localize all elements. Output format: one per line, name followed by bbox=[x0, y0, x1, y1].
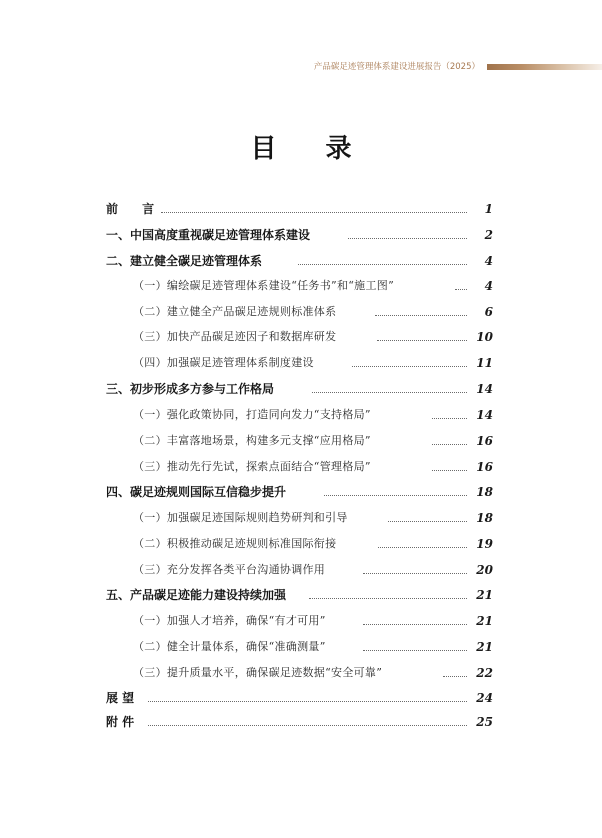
toc-leader-dots bbox=[348, 238, 467, 241]
toc-entry[interactable] bbox=[0, 378, 602, 400]
toc-entry[interactable] bbox=[0, 610, 602, 632]
toc-leader-dots bbox=[432, 444, 467, 447]
toc-entry-title: （三）加快产品碳足迹因子和数据库研发 bbox=[133, 330, 337, 343]
toc-entry-page: 19 bbox=[476, 537, 493, 551]
toc-entry[interactable] bbox=[0, 326, 602, 348]
toc-leader-dots bbox=[455, 289, 467, 292]
toc-leader-dots bbox=[378, 547, 467, 550]
toc-entry-title: 二、建立健全碳足迹管理体系 bbox=[106, 254, 263, 268]
toc-entry-page: 14 bbox=[476, 382, 493, 396]
toc-entry-page: 21 bbox=[476, 640, 493, 654]
toc-entry[interactable] bbox=[0, 662, 602, 684]
toc-entry-page: 22 bbox=[476, 666, 493, 680]
toc-entry-title: （一）加强碳足迹国际规则趋势研判和引导 bbox=[133, 511, 348, 524]
toc-entry-title: （二）丰富落地场景，构建多元支撑“应用格局” bbox=[133, 434, 371, 447]
toc-entry-page: 21 bbox=[476, 614, 493, 628]
toc-leader-dots bbox=[432, 418, 467, 421]
toc-entry-page: 4 bbox=[484, 279, 493, 293]
toc-entry[interactable] bbox=[0, 198, 602, 220]
toc-entry[interactable] bbox=[0, 456, 602, 478]
toc-entry[interactable] bbox=[0, 711, 602, 733]
toc-entry-page: 6 bbox=[484, 305, 493, 319]
toc-entry[interactable] bbox=[0, 481, 602, 503]
toc-leader-dots bbox=[432, 470, 467, 473]
toc-leader-dots bbox=[363, 650, 467, 653]
toc-entry-page: 11 bbox=[476, 356, 493, 370]
toc-entry[interactable] bbox=[0, 275, 602, 297]
toc-entry-title: 前 言 bbox=[106, 202, 165, 216]
toc-entry-title: （二）建立健全产品碳足迹规则标准体系 bbox=[133, 305, 337, 318]
toc-entry-page: 25 bbox=[476, 715, 493, 729]
toc-leader-dots bbox=[298, 264, 467, 267]
toc-leader-dots bbox=[312, 392, 467, 395]
header-title: 产品碳足迹管理体系建设进展报告（2025） bbox=[313, 62, 480, 72]
toc-entry-page: 24 bbox=[476, 691, 493, 705]
toc-entry-title: 五、产品碳足迹能力建设持续加强 bbox=[106, 588, 287, 602]
toc-entry-title: 三、初步形成多方参与工作格局 bbox=[106, 382, 275, 396]
toc-entry[interactable] bbox=[0, 404, 602, 426]
toc-entry-page: 14 bbox=[476, 408, 493, 422]
toc-entry[interactable] bbox=[0, 507, 602, 529]
toc-entry-page: 20 bbox=[476, 563, 493, 577]
toc-leader-dots bbox=[377, 340, 467, 343]
toc-leader-dots bbox=[352, 366, 467, 369]
toc-entry-title: 展 望 bbox=[106, 691, 135, 705]
toc-entry-page: 18 bbox=[476, 511, 493, 525]
toc-entry-title: （二）健全计量体系，确保“准确测量” bbox=[133, 640, 326, 653]
toc-entry[interactable] bbox=[0, 224, 602, 246]
toc-entry-page: 16 bbox=[476, 460, 493, 474]
toc-entry-title: （三）充分发挥各类平台沟通协调作用 bbox=[133, 563, 326, 576]
toc-leader-dots bbox=[443, 676, 467, 679]
toc-entry-page: 10 bbox=[476, 330, 493, 344]
toc-entry[interactable] bbox=[0, 430, 602, 452]
toc-entry-title: 四、碳足迹规则国际互信稳步提升 bbox=[106, 485, 287, 499]
toc-entry-title: （一）强化政策协同，打造同向发力“支持格局” bbox=[133, 408, 371, 421]
toc-entry[interactable] bbox=[0, 559, 602, 581]
toc-entry-title: 一、中国高度重视碳足迹管理体系建设 bbox=[106, 228, 311, 242]
toc-entry-title: （三）提升质量水平，确保碳足迹数据“安全可靠” bbox=[133, 666, 383, 679]
toc-entry-title: 附 件 bbox=[106, 715, 135, 729]
toc-leader-dots bbox=[148, 701, 467, 704]
table-of-contents bbox=[0, 198, 602, 758]
toc-entry[interactable] bbox=[0, 533, 602, 555]
toc-entry-page: 16 bbox=[476, 434, 493, 448]
toc-leader-dots bbox=[148, 725, 467, 728]
toc-leader-dots bbox=[309, 598, 467, 601]
toc-leader-dots bbox=[375, 315, 467, 318]
toc-entry[interactable] bbox=[0, 687, 602, 709]
toc-leader-dots bbox=[363, 573, 467, 576]
toc-entry[interactable] bbox=[0, 352, 602, 374]
toc-entry-page: 1 bbox=[484, 202, 493, 216]
toc-leader-dots bbox=[388, 521, 467, 524]
toc-leader-dots bbox=[161, 212, 467, 215]
running-header bbox=[0, 59, 602, 75]
toc-entry-page: 18 bbox=[476, 485, 493, 499]
toc-entry-page: 21 bbox=[476, 588, 493, 602]
header-accent-bar bbox=[487, 64, 602, 70]
toc-entry-title: （一）加强人才培养，确保“有才可用” bbox=[133, 614, 326, 627]
toc-leader-dots bbox=[324, 495, 467, 498]
toc-entry-title: （四）加强碳足迹管理体系制度建设 bbox=[133, 356, 314, 369]
toc-entry-page: 4 bbox=[484, 254, 493, 268]
toc-entry[interactable] bbox=[0, 584, 602, 606]
toc-entry[interactable] bbox=[0, 636, 602, 658]
toc-entry[interactable] bbox=[0, 301, 602, 323]
toc-leader-dots bbox=[363, 624, 467, 627]
page-title: 目 录 bbox=[250, 134, 372, 164]
toc-entry-title: （二）积极推动碳足迹规则标准国际衔接 bbox=[133, 537, 337, 550]
toc-entry[interactable] bbox=[0, 250, 602, 272]
toc-entry-title: （一）编绘碳足迹管理体系建设“任务书”和“施工图” bbox=[133, 279, 394, 292]
toc-entry-title: （三）推动先行先试，探索点面结合“管理格局” bbox=[133, 460, 371, 473]
toc-entry-page: 2 bbox=[484, 228, 493, 242]
